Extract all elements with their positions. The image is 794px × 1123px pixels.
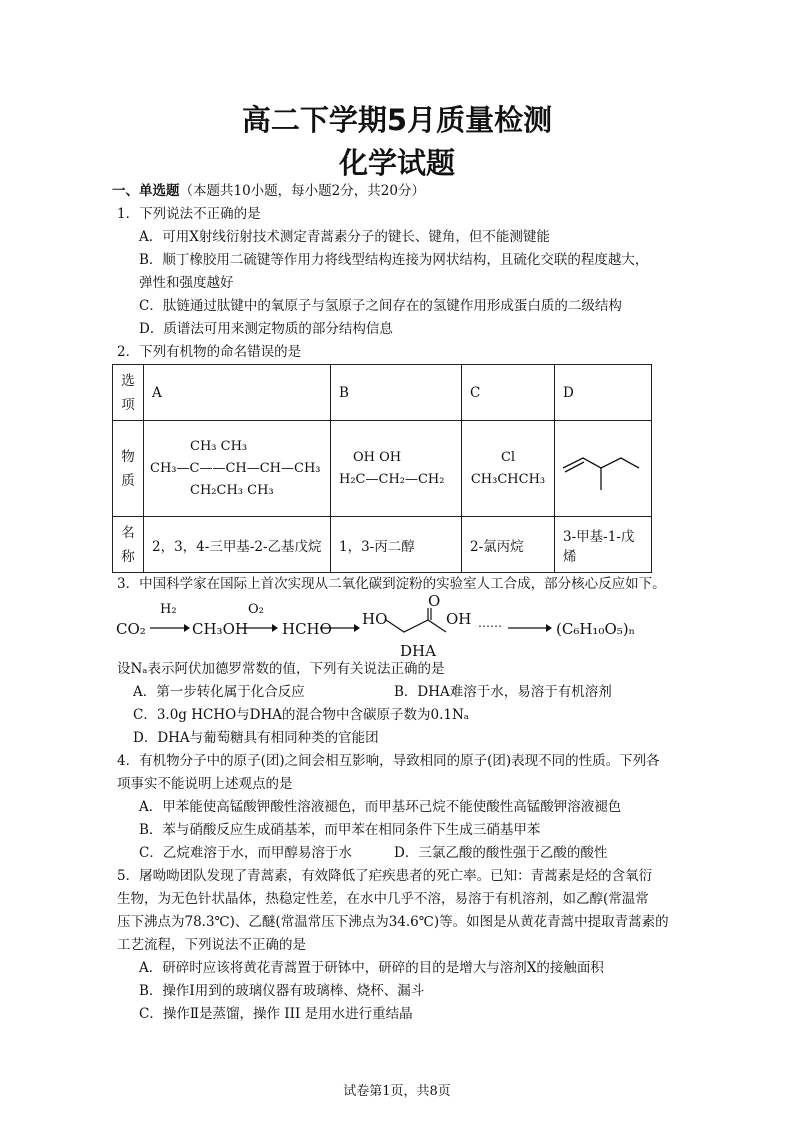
structure-d: [555, 421, 652, 517]
q5-stem-3: 压下沸点为78.3℃)、乙醚(常温常压下沸点为34.6℃)等。如图是从黄花青蒿中提取青蒿素的: [117, 914, 669, 930]
q3-option-d: D．DHA与葡萄糖具有相同种类的官能团: [133, 730, 379, 746]
section-note: （本题共10小题，每小题2分，共20分）: [179, 183, 425, 199]
q1-option-c: C．肽链通过肽键中的氧原子与氢原子之间存在的氢键作用形成蛋白质的二级结构: [139, 298, 622, 314]
q3-option-a: A．第一步转化属于化合反应: [133, 684, 305, 700]
q4-option-b: B．苯与硝酸反应生成硝基苯，而甲苯在相同条件下生成三硝基甲苯: [139, 822, 541, 838]
q5-option-b: B．操作Ⅰ用到的玻璃仪器有玻璃棒、烧杯、漏斗: [139, 983, 425, 999]
q5-stem-2: 生物，为无色针状晶体，热稳定性差，在水中几乎不溶，易溶于有机溶剂，如乙醇(常温常: [117, 891, 649, 907]
page-footer: 试卷第1页，共8页: [343, 1084, 451, 1099]
structure-c: Cl CH₃CHCH₃: [462, 421, 555, 517]
header-cell: A: [144, 365, 331, 421]
q2-stem: 2．下列有机物的命名错误的是: [117, 344, 302, 360]
page-title: 高二下学期5月质量检测: [241, 103, 553, 137]
reaction-scheme: CO₂ H₂ CH₃OH O₂ HCHO HO O OH …… (C₆H₁₀O₅)ₙ DHA: [116, 592, 636, 660]
arrow-icon: [320, 620, 360, 636]
arrow-icon: [238, 620, 278, 636]
table-row: [113, 365, 652, 421]
structure-a: CH₃ CH₃ CH₃—C——CH—CH—CH₃ CH₂CH₃ CH₃: [144, 421, 331, 517]
name-cell: 3-甲基-1-戊烯: [555, 517, 652, 573]
q1-option-b: B．顺丁橡胶用二硫键等作用力将线型结构连接为网状结构，且硫化交联的程度越大，: [139, 252, 649, 268]
q1-option-b-cont: 弹性和强度越好: [139, 275, 234, 291]
q4-stem: 4．有机物分子中的原子(团)之间会相互影响，导致相同的原子(团)表现不同的性质。下列各: [117, 753, 660, 769]
arrow-icon: [508, 620, 552, 636]
q5-stem: 5．屠呦呦团队发现了青蒿素，有效降低了疟疾患者的死亡率。已知：青蒿素是烃的含氧衍: [117, 868, 653, 884]
q5-option-c: C．操作Ⅱ是蒸馏，操作 III 是用水进行重结晶: [139, 1006, 413, 1022]
q3-option-b: B．DHA难溶于水，易溶于有机溶剂: [394, 684, 612, 700]
arrow-icon: [150, 620, 190, 636]
table-row: [113, 421, 652, 517]
q4-option-d: D．三氯乙酸的酸性强于乙酸的酸性: [394, 845, 608, 861]
q5-stem-4: 工艺流程，下列说法不正确的是: [117, 937, 306, 953]
row-label: 物质: [113, 421, 144, 517]
row-label: 名称: [113, 517, 144, 573]
page-subtitle: 化学试题: [338, 146, 455, 180]
q1-stem: 1．下列说法不正确的是: [117, 206, 261, 222]
name-cell: 2-氯丙烷: [462, 517, 555, 573]
q3-note: 设Nₐ表示阿伏加德罗常数的值，下列有关说法正确的是: [117, 661, 445, 677]
q1-option-d: D．质谱法可用来测定物质的部分结构信息: [139, 321, 393, 337]
structure-b: OH OH H₂C—CH₂—CH₂: [331, 421, 462, 517]
header-cell: C: [462, 365, 555, 421]
section-heading: [112, 182, 425, 200]
q4-stem-cont: 项事实不能说明上述观点的是: [117, 776, 293, 792]
name-cell: 2，3，4-三甲基-2-乙基戊烷: [144, 517, 331, 573]
q4-option-a: A．甲苯能使高锰酸钾酸性溶液褪色，而甲基环己烷不能使酸性高锰酸钾溶液褪色: [139, 799, 622, 815]
q4-option-c: C．乙烷难溶于水，而甲醇易溶于水: [139, 845, 352, 861]
header-cell: D: [555, 365, 652, 421]
q2-table: [112, 364, 652, 573]
header-cell: B: [331, 365, 462, 421]
name-cell: 1，3-丙二醇: [331, 517, 462, 573]
skeletal-formula-drawing: [555, 432, 651, 502]
q3-stem: 3．中国科学家在国际上首次实现从二氧化碳到淀粉的实验室人工合成，部分核心反应如下。: [117, 576, 666, 592]
section-title: 一、单选题: [112, 183, 180, 199]
table-row: [113, 517, 652, 573]
q3-option-c: C．3.0g HCHO与DHA的混合物中含碳原子数为0.1Nₐ: [133, 707, 470, 723]
q1-option-a: A．可用X射线衍射技术测定青蒿素分子的键长、键角，但不能测键能: [139, 229, 550, 245]
q5-option-a: A．研碎时应该将黄花青蒿置于研钵中，研碎的目的是增大与溶剂X的接触面积: [139, 960, 604, 976]
header-cell: 选项: [113, 365, 144, 421]
dha-skeleton: [382, 608, 452, 638]
